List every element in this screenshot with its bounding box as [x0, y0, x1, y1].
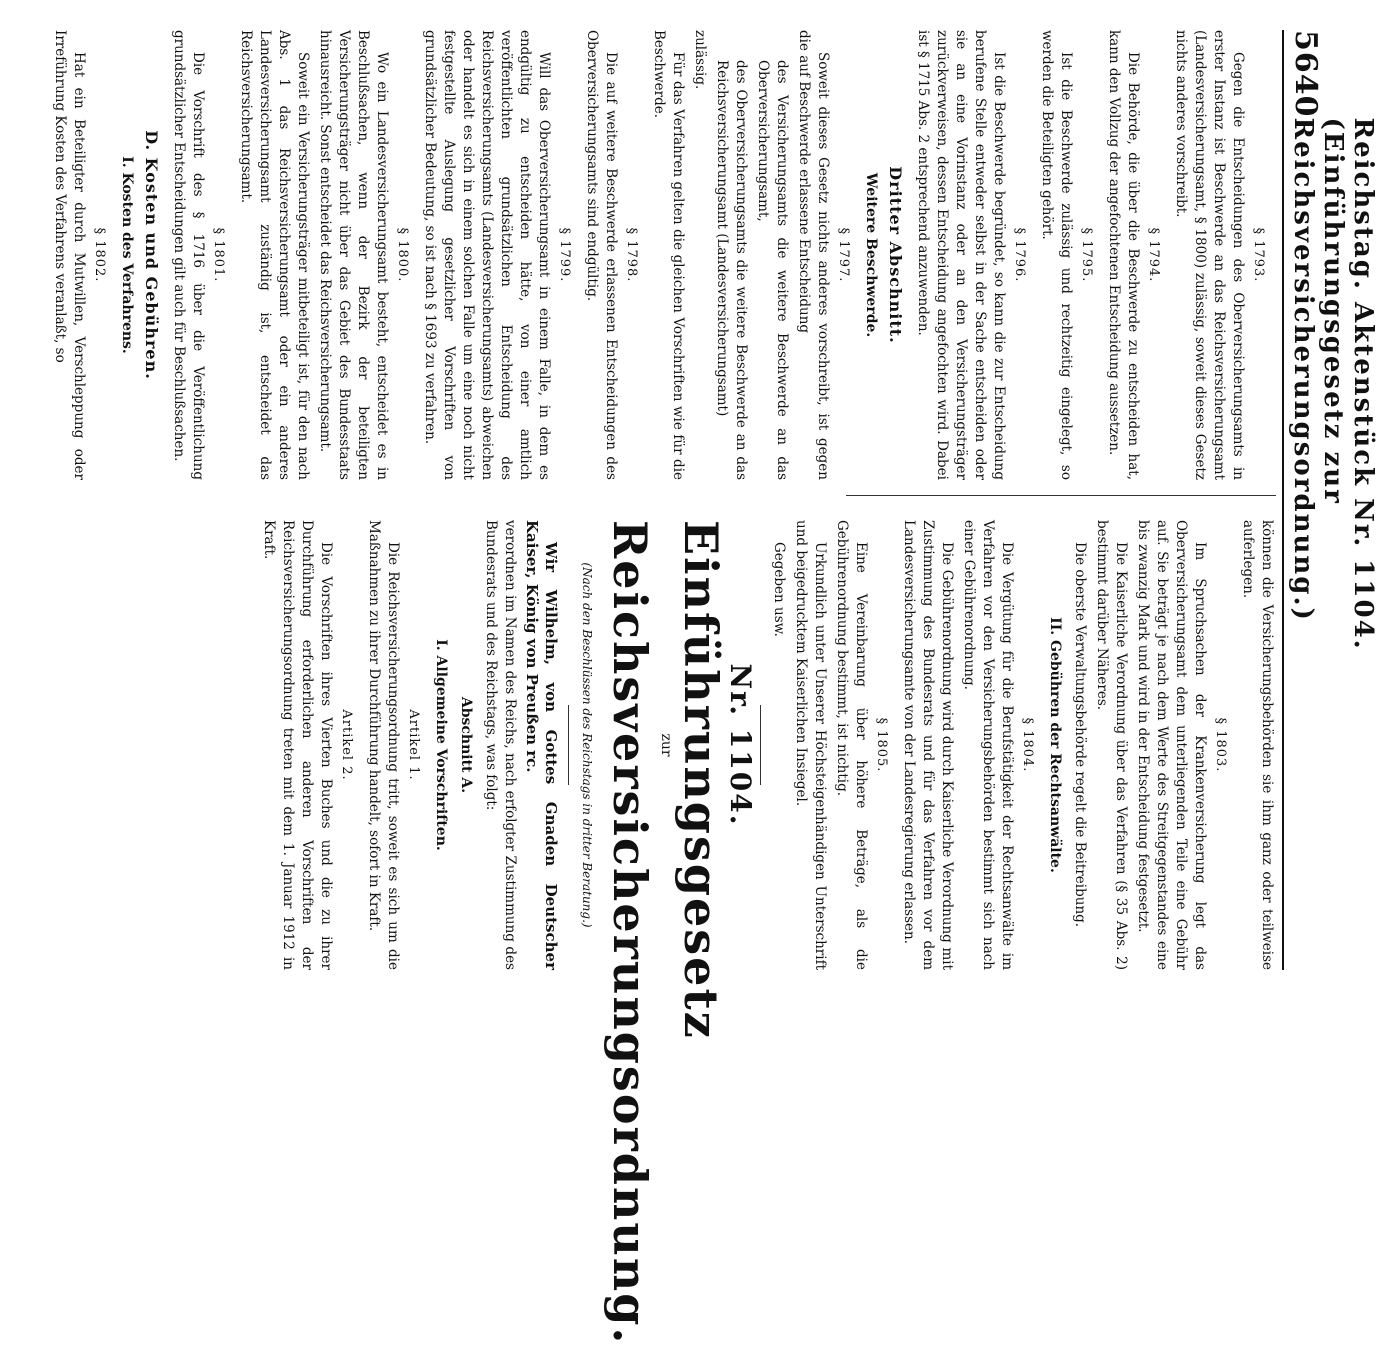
- section-1800-text: Wo ein Landesversicherungsamt besteht, entscheidet es in Beschlußsachen, wenn der Bezirk der beteiligten Versicherungsträger nicht über das Gebiet des Bundesstaats hinausreicht. Sonst entscheidet das Reichsversicherungsamt.: [317, 30, 390, 480]
- section-1797-text: Soweit dieses Gesetz nichts anderes vorschreibt, ist gegen die auf Beschwerde erlassene Entscheidung: [796, 30, 831, 480]
- section-1794-number: § 1794.: [1146, 227, 1161, 283]
- section-1802-text: Hat ein Beteiligter durch Mutwillen, Verschleppung oder Irreführung Kosten des Verfahrens veranlaßt, so: [52, 30, 87, 480]
- section-1793-text: Gegen die Entscheidungen des Oberversicherungsamts in erster Instanz ist Beschwerde an das Reichsversicherungsamt (Landesversicherungsamt, § 1800) zulässig, soweit dieses Gesetz nichts anderes vorschreibt.: [1173, 30, 1246, 480]
- section-1802-number: § 1802.: [92, 227, 107, 283]
- column-divider: [846, 495, 1276, 496]
- section-1804-paragraph-2: Die Gebührenordnung wird durch Kaiserliche Verordnung mit Zustimmung des Bundesrats und für das Verfahren vor dem Landesversicherungsamte von der Landesregierung erlassen.: [901, 520, 955, 970]
- section-1797-item-1: des Versicherungsamts die weitere Beschwerde an das Oberversicherungsamt,: [755, 60, 790, 480]
- artikel-1-heading: Artikel 1.: [406, 709, 421, 781]
- section-1797-paragraph-2: Für das Verfahren gelten die gleichen Vorschriften wie für die Beschwerde.: [651, 30, 686, 480]
- section-1803-number: § 1803.: [1213, 717, 1228, 773]
- closing-given: Gegeben usw.: [771, 542, 787, 637]
- section-1793-number: § 1793.: [1251, 227, 1266, 283]
- section-1795-text: Ist die Beschwerde zulässig und rechtzeitig eingelegt, so werden die Beteiligten gehört.: [1039, 30, 1074, 480]
- section-1799-number: § 1799.: [557, 227, 572, 283]
- document-title-2: Reichsversicherungsordnung.: [603, 520, 657, 1345]
- heading-gebuehren-rechtsanwaelte: II. Gebühren der Rechtsanwälte.: [1047, 617, 1063, 873]
- section-1801-text: Die Vorschrift des § 1716 über die Veröffentlichung grundsätzlicher Entscheidungen gilt auch für Beschlußsachen.: [171, 30, 206, 480]
- heading-kosten-verfahrens: I. Kosten des Verfahrens.: [119, 156, 135, 354]
- section-1796-text: Ist die Beschwerde begründet, so kann die zur Entscheidung berufene Stelle entweder selbst in der Sache entscheiden oder sie an eine Vorinstanz oder an den Versicherungsträger zurückverweisen, dessen Entscheidung angefochten wird. Dabei ist § 1715 Abs. 2 entsprechend anzuwenden.: [915, 30, 1007, 480]
- artikel-2-text: Die Vorschriften ihres Vierten Buches und die zu ihrer Durchführung erforderlichen anderen Vorschriften der Reichsversicherungsordnung treten mit dem 1. Januar 1912 in Kraft.: [261, 520, 334, 970]
- section-1803-text: Im Spruchsachen der Krankenversicherung legt das Oberversicherungsamt dem unterliegenden Teile eine Gebühr auf. Sie beträgt je nach dem Werte des Streitgegenstandes eine bis zwanzig Mark und wird in der Entscheidung festgesetzt.: [1135, 520, 1208, 970]
- section-1798-text: Die auf weitere Beschwerde erlassenen Entscheidungen des Oberversicherungsamts sind endgültig.: [584, 30, 619, 480]
- section-1797-tail: zulässig.: [692, 30, 708, 90]
- heading-abschnitt-a: Abschnitt A.: [458, 696, 474, 794]
- section-1805-number: § 1805.: [874, 717, 889, 773]
- left-column: [47, 30, 1276, 480]
- beschluss-note: (Nach den Beschlüssen des Reichstags in dritter Beratung.): [580, 562, 594, 928]
- document-title: Einführungsgesetz: [674, 520, 728, 1040]
- heading-dritter-abschnitt: Dritter Abschnitt.: [886, 166, 905, 344]
- section-1804-text: Die Vergütung für die Berufstätigkeit der Rechtsanwälte im Verfahren vor den Versicherungsbehörden bestimmt sich nach einer Gebührenordnung.: [961, 520, 1015, 970]
- document-number: Nr. 1104.: [724, 663, 757, 827]
- title-zur: zur: [658, 733, 674, 757]
- verordnen-text: verordnen im Namen des Reichs, nach erfolgter Zustimmung des Bundesrats und des Reichstags, was folgt:: [483, 520, 518, 970]
- artikel-1-text: Die Reichsversicherungsordnung tritt, soweit es sich um die Maßnahmen zu ihrer Durchführung handelt, sofort in Kraft.: [366, 520, 401, 970]
- kaiser-formula: Wir Wilhelm, von Gottes Gnaden Deutscher Kaiser, König von Preußen rc.: [523, 520, 560, 970]
- closing-formula: Urkundlich unter Unserer Höchsteigenhändigen Unterschrift und beigedrucktem Kaiserlichen Insiegel.: [793, 520, 828, 970]
- section-1799-text: Will das Oberversicherungsamt in einem Falle, in dem es endgültig zu entscheiden hätte, von einer amtlich veröffentlichten grundsätzlichen Entscheidung des Reichsversicherungsamts (Landesversicherungsamts) abweichen oder handelt es sich in einem solchen Falle um eine noch nicht festgestellte Auslegung gesetzlicher Vorschriften von grundsätzlicher Bedeutung, so ist nach § 1693 zu verfahren.: [422, 30, 552, 480]
- separator-line-2: [568, 705, 569, 785]
- section-1803-paragraph-3: Die oberste Verwaltungsbehörde regelt die Beitreibung.: [1072, 542, 1088, 928]
- heading-kosten-gebuehren: D. Kosten und Gebühren.: [142, 130, 161, 380]
- section-1805-text: Eine Vereinbarung über höhere Beträge, als die Gebührenordnung bestimmt, ist nichtig.: [834, 520, 869, 970]
- section-1803-paragraph-2: Die Kaiserliche Verordnung über das Verfahren (§ 35 Abs. 2) bestimmt darüber Näheres.: [1094, 520, 1129, 970]
- page-header: [1282, 30, 1378, 970]
- separator-line: [760, 705, 761, 785]
- section-1796-number: § 1796.: [1012, 227, 1027, 283]
- page-number: 5640: [1288, 30, 1323, 118]
- heading-allgemeine-vorschriften: I. Allgemeine Vorschriften.: [433, 639, 449, 851]
- section-1801-number: § 1801.: [211, 227, 226, 283]
- heading-weitere-beschwerde: Weitere Beschwerde.: [863, 172, 879, 338]
- running-head: Reichstag. Aktenstück Nr. 1104. (Einführungsgesetz zur Reichsversicherungsordnung.): [1288, 117, 1378, 651]
- section-1797-number: § 1797.: [836, 227, 851, 283]
- section-1800-paragraph-2: Soweit ein Versicherungsträger mitbeteiligt ist, für den nach Abs. 1 das Reichsversicherungsamt oder ein anderes Landesversicherungsamt zuständig ist, entscheidet das Reichsversicherungsamt.: [238, 30, 311, 480]
- continuation-text: können die Versicherungsbehörden sie ihm ganz oder teilweise auferlegen.: [1240, 520, 1275, 970]
- section-1804-number: § 1804.: [1020, 717, 1035, 773]
- section-1797-item-2: des Oberversicherungsamts die weitere Beschwerde an das Reichsversicherungsamt (Landesversicherungsamt): [714, 60, 749, 480]
- right-column: [256, 520, 1276, 1345]
- artikel-2-heading: Artikel 2.: [339, 709, 354, 781]
- section-1794-text: Die Behörde, die über die Beschwerde zu entscheiden hat, kann den Vollzug der angefochtenen Entscheidung aussetzen.: [1106, 30, 1141, 480]
- section-1795-number: § 1795.: [1079, 227, 1094, 283]
- section-1798-number: § 1798.: [624, 227, 639, 283]
- document-page: [10, 0, 1378, 1345]
- section-1800-number: § 1800.: [395, 227, 410, 283]
